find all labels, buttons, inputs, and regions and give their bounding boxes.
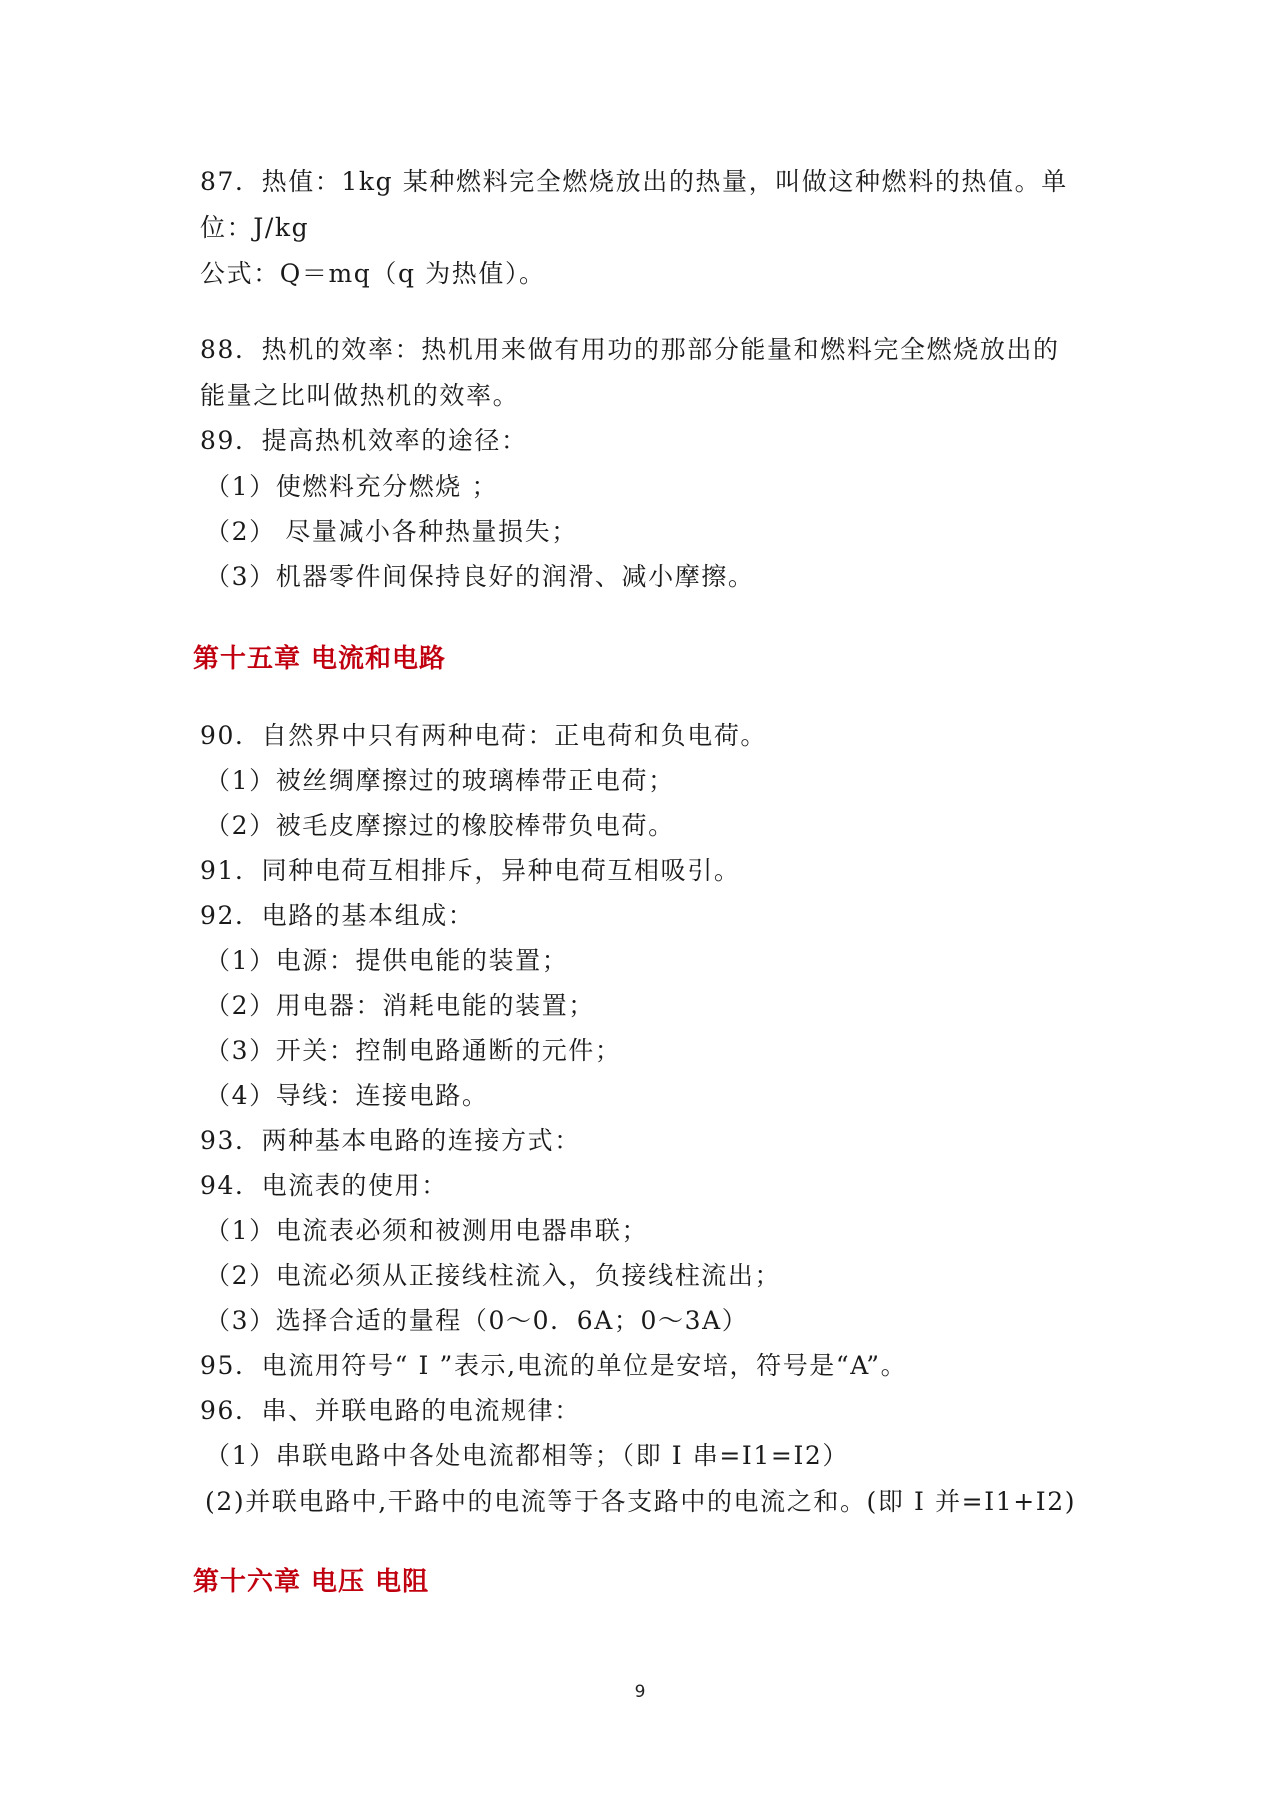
text-line-96-2: (2)并联电路中,干路中的电流等于各支路中的电流之和。(即 I 并=I1+I2)	[205, 1487, 1077, 1516]
text-line-92-2: （2）用电器：消耗电能的装置；	[205, 991, 595, 1020]
page-number: 9	[634, 1682, 646, 1702]
text-line-95: 95．电流用符号“ I ”表示,电流的单位是安培，符号是“A”。	[200, 1351, 908, 1380]
text-line-87: 87．热值：1kg 某种燃料完全燃烧放出的热量，叫做这种燃料的热值。单	[200, 167, 1068, 196]
text-line-94: 94．电流表的使用：	[200, 1171, 448, 1200]
text-line-90-2: （2）被毛皮摩擦过的橡胶棒带负电荷。	[205, 811, 675, 840]
text-line-92: 92．电路的基本组成：	[200, 901, 475, 930]
text-line-94-1: （1）电流表必须和被测用电器串联；	[205, 1216, 649, 1245]
text-line-89: 89．提高热机效率的途径：	[200, 426, 528, 455]
text-line-91: 91．同种电荷互相排斥，异种电荷互相吸引。	[200, 856, 741, 885]
text-line-88: 88．热机的效率：热机用来做有用功的那部分能量和燃料完全燃烧放出的	[200, 335, 1060, 364]
text-line-88-cont: 能量之比叫做热机的效率。	[200, 381, 520, 410]
text-line-94-3: （3）选择合适的量程（0～0．6A；0～3A）	[205, 1306, 749, 1335]
text-line-92-4: （4）导线：连接电路。	[205, 1081, 489, 1110]
text-line-89-3: （3）机器零件间保持良好的润滑、减小摩擦。	[205, 562, 755, 591]
text-line-92-3: （3）开关：控制电路通断的元件；	[205, 1036, 622, 1065]
text-line-93: 93．两种基本电路的连接方式：	[200, 1126, 581, 1155]
text-line-96-1: （1）串联电路中各处电流都相等；（即 I 串=I1=I2）	[205, 1441, 850, 1470]
text-line-87-formula: 公式：Q＝mq（q 为热值）。	[200, 259, 546, 288]
text-line-94-2: （2）电流必须从正接线柱流入，负接线柱流出；	[205, 1261, 782, 1290]
text-line-90: 90．自然界中只有两种电荷：正电荷和负电荷。	[200, 721, 768, 750]
text-line-89-1: （1）使燃料充分燃烧 ；	[205, 472, 499, 501]
chapter-heading-15: 第十五章 电流和电路	[193, 644, 447, 674]
text-line-92-1: （1）电源：提供电能的装置；	[205, 946, 569, 975]
text-line-89-2: （2） 尽量减小各种热量损失；	[205, 517, 578, 546]
text-line-96: 96．串、并联电路的电流规律：	[200, 1396, 581, 1425]
chapter-heading-16: 第十六章 电压 电阻	[193, 1567, 430, 1597]
text-line-87-unit: 位：J/kg	[200, 213, 310, 242]
text-line-90-1: （1）被丝绸摩擦过的玻璃棒带正电荷；	[205, 766, 675, 795]
